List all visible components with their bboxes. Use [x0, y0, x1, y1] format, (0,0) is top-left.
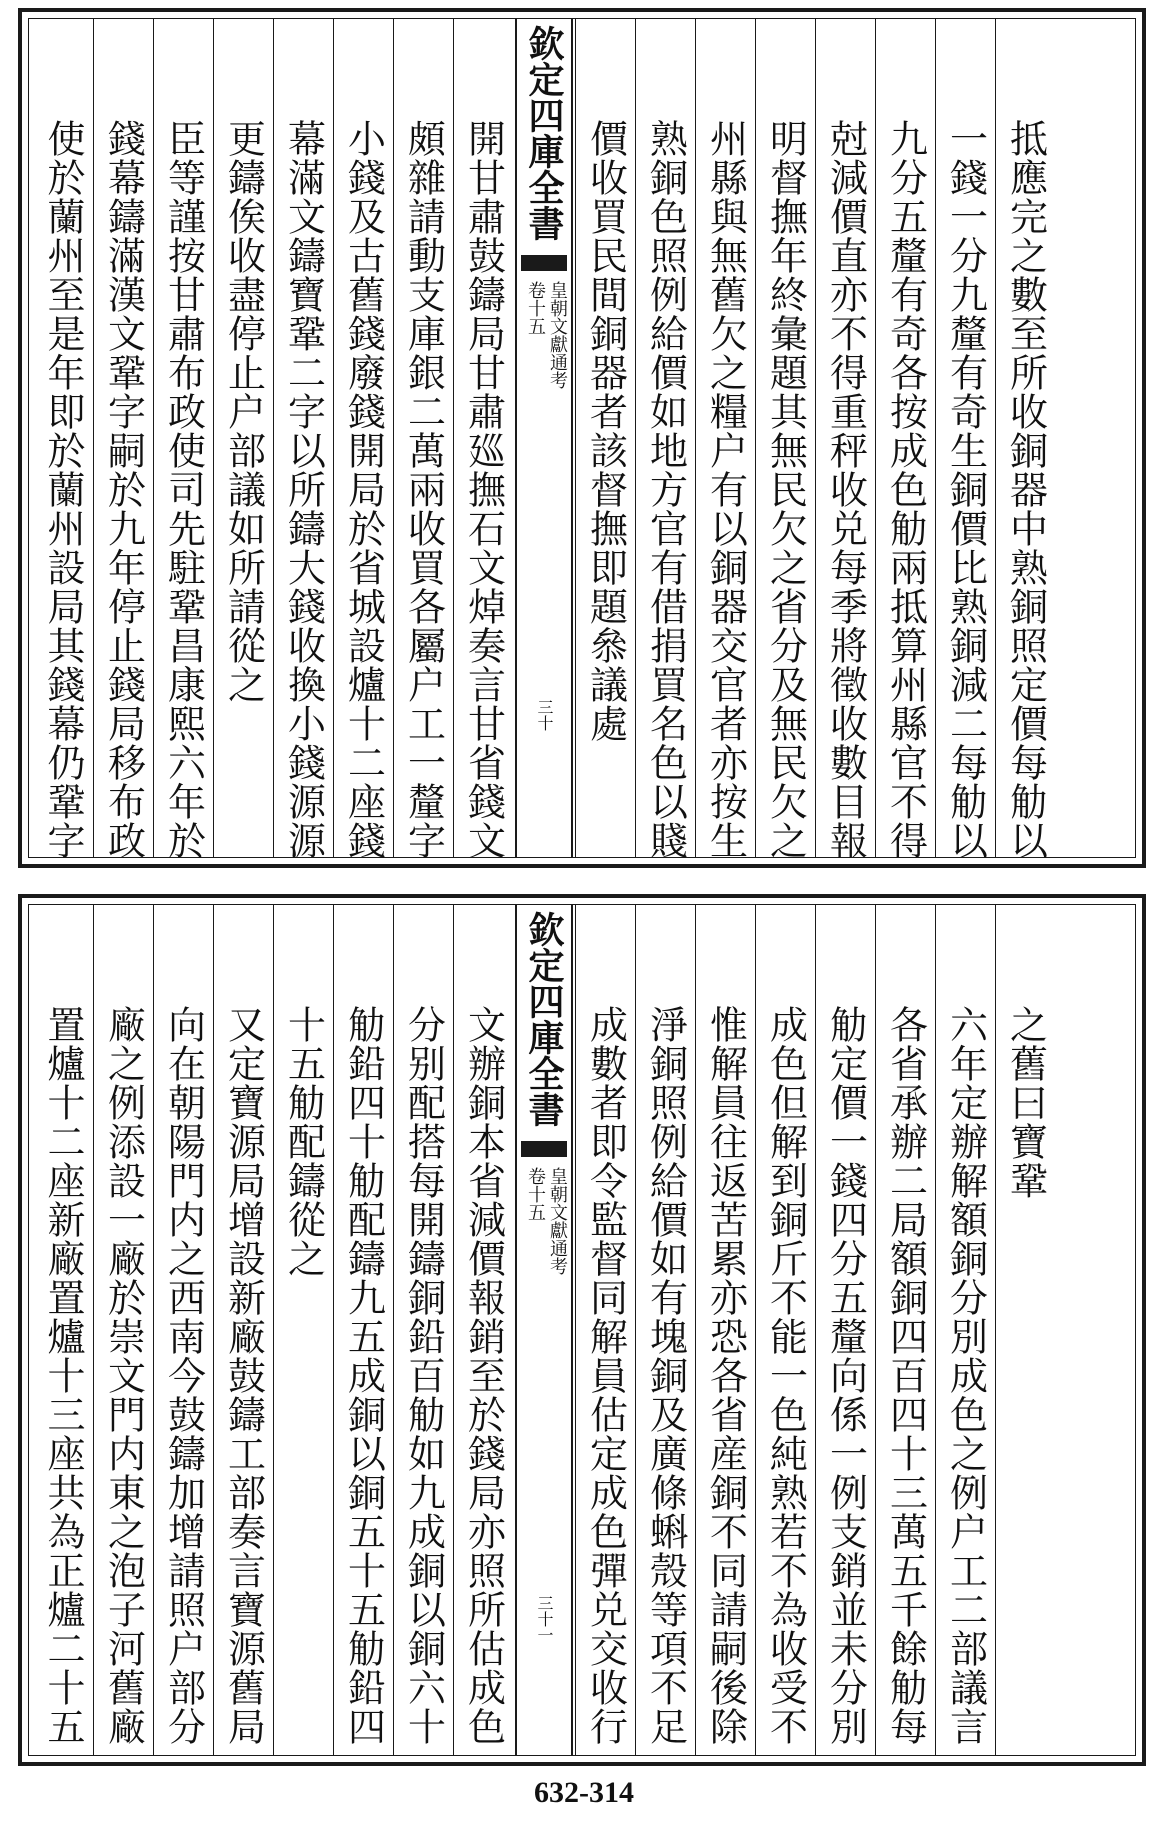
column-text: 各省承辦二局額銅四百四十三萬五千餘觔每 [883, 1005, 928, 1746]
column-text: 觔定價一錢四分五釐向係一例支銷並未分別 [823, 1005, 868, 1746]
column-text: 置爐十二座新廠置爐十三座共為正爐二十五 [41, 1005, 85, 1746]
spine-block [515, 905, 573, 1755]
text-column [635, 19, 695, 860]
column-text: 成色但解到銅斤不能一色純熟若不為收受不 [763, 1005, 808, 1746]
column-text: 州縣與無舊欠之糧户有以銅器交官者亦按生 [703, 119, 748, 860]
text-column [755, 19, 815, 860]
text-column [273, 19, 333, 860]
column-text: 之舊曰寶鞏 [1003, 1005, 1048, 1200]
text-column [393, 905, 453, 1755]
fishtail-mark [521, 255, 567, 271]
column-text: 九分五釐有奇各按成色觔兩抵算州縣官不得 [883, 119, 928, 860]
spine-subtitle [520, 1167, 568, 1367]
text-column [93, 19, 153, 860]
column-text: 頗雜請動支庫銀二萬兩收買各屬户工一釐字 [401, 119, 446, 860]
text-column [575, 905, 635, 1755]
text-column [33, 19, 93, 860]
column-text: 小錢及古舊錢廢錢開局於省城設爐十二座錢 [341, 119, 386, 860]
column-text: 開甘肅鼓鑄局甘肅廵撫石文焯奏言甘省錢文 [461, 119, 506, 860]
folio-number: 三十一 [535, 1595, 554, 1643]
column-text: 六年定辦解額銅分別成色之例户工二部議言 [943, 1005, 988, 1746]
column-text: 成數者即令監督同解員估定成色彈兑交收行 [583, 1005, 628, 1746]
page-top [18, 8, 1146, 868]
page-top-frame [28, 18, 1136, 858]
text-column [453, 19, 513, 860]
spine-volume: 卷十五 [525, 1167, 546, 1221]
text-column [393, 19, 453, 860]
column-text: 使於蘭州至是年即於蘭州設局其錢幕仍鞏字 [41, 119, 85, 860]
text-column [33, 905, 93, 1755]
column-text: 向在朝陽門内之西南今鼓鑄加增請照户部分 [161, 1005, 206, 1746]
column-text: 分别配搭每開鑄銅鉛百觔如九成銅以銅六十 [401, 1005, 446, 1746]
text-column [695, 905, 755, 1755]
text-column [93, 905, 153, 1755]
page-bottom-frame [28, 904, 1136, 1756]
column-text: 文辦銅本省減價報銷至於錢局亦照所估成色 [461, 1005, 506, 1746]
text-column [453, 905, 513, 1755]
spine-title: 欽定四庫全書 [523, 911, 565, 1127]
text-column [995, 19, 1055, 860]
text-column [875, 905, 935, 1755]
spine-book-title: 皇朝文獻通考 [547, 281, 568, 389]
column-text: 熟銅色照例給價如地方官有借捐買名色以賤 [643, 119, 688, 860]
spine-subtitle [520, 281, 568, 481]
fishtail-mark [521, 1141, 567, 1157]
text-column [695, 19, 755, 860]
spine-book-title: 皇朝文獻通考 [547, 1167, 568, 1275]
spine-block [515, 19, 573, 857]
column-text: 抵應完之數至所收銅器中熟銅照定價每觔以 [1003, 119, 1048, 860]
page-bottom [18, 894, 1146, 1766]
column-text: 又定寶源局增設新廠鼓鑄工部奏言寶源舊局 [221, 1005, 266, 1746]
column-text: 淨銅照例給價如有塊銅及廣條蝌殼等項不足 [643, 1005, 688, 1746]
column-text: 尅減價直亦不得重秤收兑每季將徵收數目報 [823, 119, 868, 860]
text-column [273, 905, 333, 1755]
text-column [575, 19, 635, 857]
text-column [995, 905, 1055, 1755]
text-column [213, 19, 273, 857]
column-text: 價收買民間銅器者該督撫即題叅議處 [583, 119, 628, 743]
page-number: 632-314 [534, 1776, 634, 1809]
column-text: 幕滿文鑄寶鞏二字以所鑄大錢收換小錢源源 [281, 119, 326, 860]
column-text: 錢幕鑄滿漢文鞏字嗣於九年停止錢局移布政 [101, 119, 146, 860]
text-column [333, 19, 393, 860]
spine-title: 欽定四庫全書 [523, 25, 565, 241]
text-column [755, 905, 815, 1755]
column-text: 廠之例添設一廠於崇文門内東之泡子河舊廠 [101, 1005, 146, 1746]
folio-number: 三十 [535, 699, 554, 731]
column-text: 十五觔配鑄從之 [281, 1005, 326, 1278]
text-column [875, 19, 935, 860]
text-column [153, 905, 213, 1755]
text-column [815, 19, 875, 860]
column-text: 更鑄俟收盡停止户部議如所請從之 [221, 119, 266, 704]
spine-volume: 卷十五 [525, 281, 546, 335]
text-column [153, 19, 213, 860]
column-text: 明督撫年終彙題其無民欠之省分及無民欠之 [763, 119, 808, 860]
column-text: 一錢一分九釐有奇生銅價比熟銅減二每觔以 [943, 119, 988, 860]
column-text: 惟解員往返苦累亦恐各省産銅不同請嗣後除 [703, 1005, 748, 1746]
text-column [815, 905, 875, 1755]
text-column [935, 19, 995, 860]
column-text: 觔鉛四十觔配鑄九五成銅以銅五十五觔鉛四 [341, 1005, 386, 1746]
text-column [213, 905, 273, 1755]
text-column [635, 905, 695, 1755]
column-text: 臣等謹按甘肅布政使司先駐鞏昌康熙六年於 [161, 119, 206, 860]
text-column [333, 905, 393, 1755]
text-column [935, 905, 995, 1755]
